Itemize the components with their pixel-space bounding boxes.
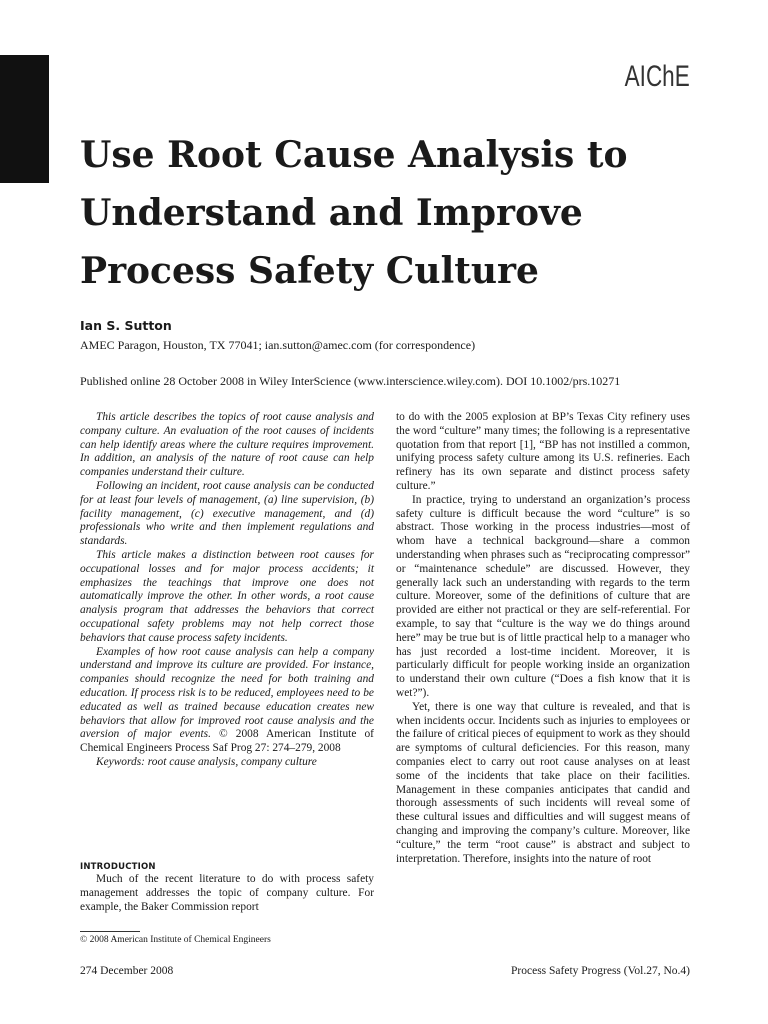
black-edge-tab <box>0 55 49 183</box>
right-column <box>396 411 690 866</box>
body-paragraph: to do with the 2005 explosion at BP’s Texas City refinery uses the word “culture” many times; the following is a representative quotation from that report [1], “BP has not instilled a common, unifying process safety culture among its U.S. refineries. Each refinery has its own separate and distinct process safety culture.” <box>396 411 690 492</box>
abstract-paragraph: This article makes a distinction between root causes for occupational losses and for major process accidents; it emphasizes the teachings that improve one does not automatically improve the other. In other words, a root cause analysis program that addresses the behaviors that correct occupational safety problems may not help correct those behaviors that cause process safety incidents. <box>80 548 374 644</box>
page-footer-right: Process Safety Progress (Vol.27, No.4) <box>511 965 690 977</box>
abstract-paragraph <box>80 646 374 756</box>
abstract-citation: © 2008 American Institute of Chemical Engineers Process Saf Prog 27: 274–279, 2008 <box>80 728 374 755</box>
author-name: Ian S. Sutton <box>80 318 172 333</box>
copyright-footnote: © 2008 American Institute of Chemical Engineers <box>80 935 271 945</box>
keywords-label: Keywords: <box>96 755 145 768</box>
abstract-paragraph-text: Examples of how root cause analysis can help a company understand and improve its culture are provided. For instance, companies should recognize the need for both training and education. If process risk is to be reduced, employees need to be educated as well as trained because education creates new behaviors that allow for improved root cause analysis and the aversion of major events. <box>80 645 374 741</box>
footnote-divider <box>80 931 140 932</box>
body-paragraph: Yet, there is one way that culture is revealed, and that is when incidents occur. Incidents such as injuries to employees or the failure of critical pieces of equipment to work as they should are symptoms of cultural deficiencies. For this reason, many companies elect to carry out root cause analyses on at least some of the incidents that take place on their facilities. Management in these companies anticipates that candid and thorough assessments of such incidents will reveal some of these cultural issues and difficulties and will suggest means of changing and improving the company’s culture. Moreover, like “culture,” the term “root cause” is abstract and subject to interpretation. Therefore, insights into the nature of root <box>396 700 690 865</box>
keywords-value: root cause analysis, company culture <box>147 755 317 768</box>
section-heading-introduction: INTRODUCTION <box>80 862 156 872</box>
keywords <box>80 756 374 770</box>
introduction-text <box>80 873 374 914</box>
body-paragraph: In practice, trying to understand an organization’s process safety culture is difficult because the word “culture” is so abstract. Those working in the process industries—most of whom have a technical background—share a common understanding when phrases such as “reciprocating compressor” or “maintenance schedule” are discussed. However, they generally lack such an understanding with regards to the term culture. Moreover, some of the definitions of culture that are provided are either not practical or they are self-referential. For example, to say that “culture is the way we do things around here” may be true but is of little practical help to a manager who has just recorded a lost-time incident. Moreover, it is particularly difficult for people working inside an organization to understand their own culture (“Does a fish know that it is wet?”). <box>396 493 690 699</box>
abstract <box>80 411 374 770</box>
publisher-logo: AIChE <box>624 60 690 93</box>
title-line: Understand and Improve <box>80 192 583 234</box>
title-line: Use Root Cause Analysis to <box>80 134 628 176</box>
article-title <box>80 126 700 300</box>
abstract-paragraph: Following an incident, root cause analysis can be conducted for at least four levels of management, (a) line supervision, (b) facility management, (c) executive management, and (d) professionals who write and then implement regulations and standards. <box>80 479 374 548</box>
title-line: Process Safety Culture <box>80 250 539 292</box>
abstract-paragraph: This article describes the topics of root cause analysis and company culture. An evaluation of the root causes of incidents can help identify areas where the culture requires improvement. In addition, an analysis of the nature of root cause can help companies understand their culture. <box>80 411 374 479</box>
page-footer-left: 274 December 2008 <box>80 965 174 977</box>
publication-info: Published online 28 October 2008 in Wiley InterScience (www.interscience.wiley.com). DOI 10.1002/prs.10271 <box>80 374 621 388</box>
author-affiliation: AMEC Paragon, Houston, TX 77041; ian.sutton@amec.com (for correspondence) <box>80 338 476 352</box>
intro-paragraph: Much of the recent literature to do with process safety management addresses the topic of company culture. For example, the Baker Commission report <box>80 873 374 913</box>
